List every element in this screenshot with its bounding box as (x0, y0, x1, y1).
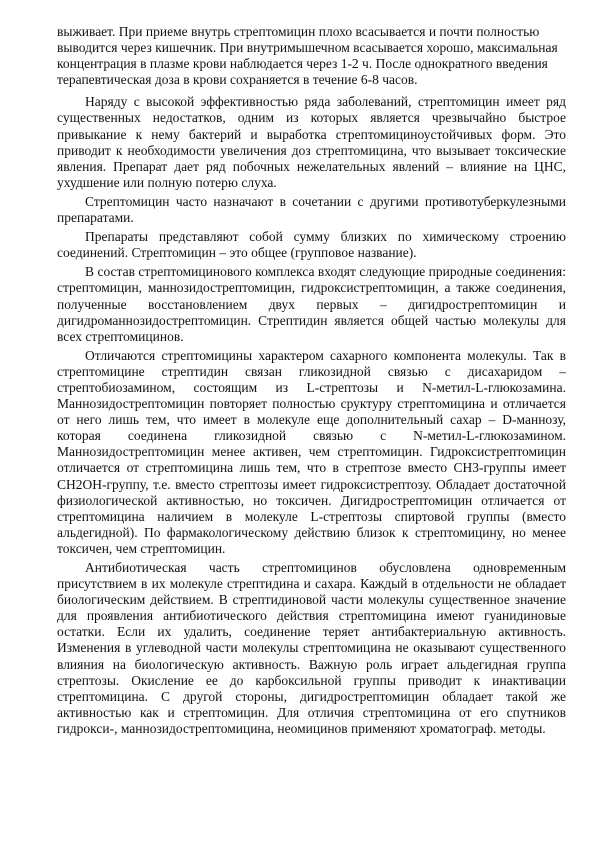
paragraph-absorption: выживает. При приеме внутрь стрептомицин плохо всасывается и почти полностью выводится через кишечник. При внутримышечном всасывается хорошо, максимальная концентрация в плазме крови наблюдается через 1-2 ч. После однократного введения терапевтическая доза в крови сохраняется в течение 6-8 часов. (57, 24, 558, 88)
document-body (57, 24, 566, 737)
paragraph-antibiotic-part: Антибиотическая часть стрептомицинов обусловлена одновременным присутствием в их молекуле стрептидина и сахара. Каждый в отдельности не обладает биологическим действием. В стрептидиновой части молекулы существенное значение для проявления антибиотического действия стрептомицина имеют гуанидиновые остатки. Если их удалить, соединение теряет антибактериальную активность. Изменения в углеводной части молекулы стрептомицина не оказывают существенного влияния на биологическую активность. Важную роль играет альдегидная группа стрептозы. Окисление ее до карбоксильной группы приводит к инактивации стрептомицина. С другой стороны, дигидрострептомицин обладает такой же активностью как и стрептомицин. Для отличия стрептомицина от его спутников гидрокси-, маннозидострептомицина, неомицинов применяют хроматограф. методы. (57, 560, 566, 736)
paragraph-combination: Стрептомицин часто назначают в сочетании с другими противотуберкулезными препаратами. (57, 193, 566, 226)
paragraph-composition: Препараты представляют собой сумму близких по химическому строению соединений. Стрептомицин – это общее (групповое название). (57, 229, 566, 261)
paragraph-complex: В состав стрептомицинового комплекса входят следующие природные соединения: стрептомицин, маннозидострептомицин, гидроксистрептомицин, а также соединения, полученные восстановлением двух первых – дигидрострептомицин и дигидроманнозидострептомицин. Стрептидин является общей частью молекулы для всех стрептомицинов. (57, 264, 566, 344)
paragraph-drawbacks: Наряду с высокой эффективностью ряда заболеваний, стрептомицин имеет ряд существенных недостатков, одним из которых является чрезвычайно быстрое привыкание к нему бактерий и выработка стрептомициноустойчивых форм. Это приводит к необходимости увеличения доз стрептомицина, что вызывает токсические явления. Препарат дает ряд побочных нежелательных явлений – влияние на ЦНС, ухудшение или полную потерю слуха. (57, 94, 566, 190)
paragraph-sugar-component: Отличаются стрептомицины характером сахарного компонента молекулы. Так в стрептомицине стрептидин связан гликозидной связью с дисахаридом – стрептобиозамином, состоящим из L-стрептозы и N-метил-L-глюкозамина. Маннозидострептомицин повторяет полностью сруктуру стрептомицина и отличается от него лишь тем, что имеет в молекуле еще дополнительный сахар – D-маннозу, которая соединена гликозидной связью с N-метил-L-глюкозамином. Маннозидострептомицин менее активен, чем стрептомицин. Гидроксистрептомицин отличается от стрептомицина лишь тем, что в стрептозе вместо СН3-группы имеет СН2ОН-группу, т.е. вместо стрептозы имеет гидроксистрептозу. Обладает достаточной физиологической активностью, но токсичен. Дигидрострептомицин отличается от стрептомицина наличием в молекуле L-стрептозы спиртовой группы (вместо альдегидной). По фармакологическому действию близок к стрептомицину, но менее токсичен, чем стрептомицин. (57, 347, 566, 556)
